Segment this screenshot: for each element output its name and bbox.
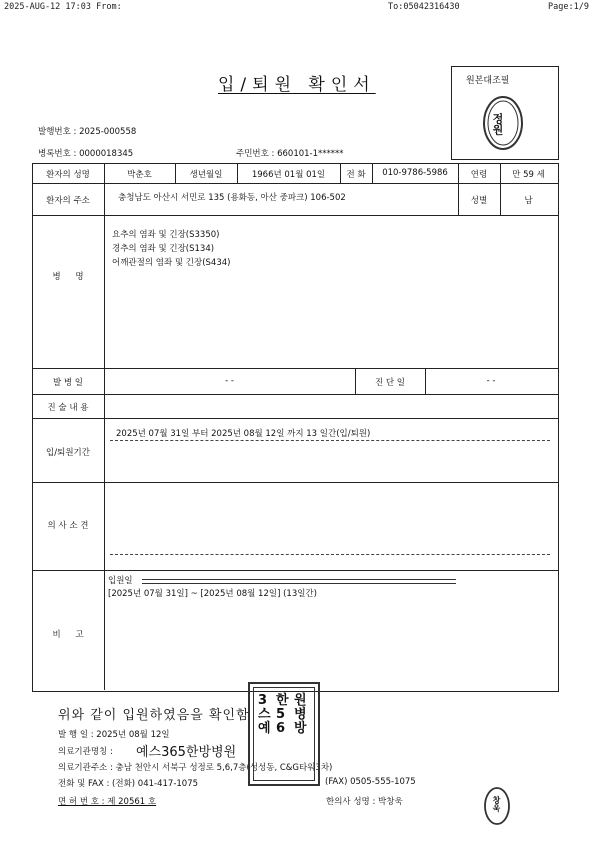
seal-char: 예 (258, 721, 271, 736)
doctor-seal (483, 786, 511, 826)
diagnosis-date-value: - - (486, 376, 496, 386)
treatment-label: 진 술 내 용 (47, 403, 89, 413)
sex-label: 성별 (470, 196, 488, 206)
seal-char: 방 (294, 721, 307, 736)
original-check-box (451, 66, 559, 160)
remarks-line-2: [2025년 07월 31일] ~ [2025년 08월 12일] (13일간) (108, 589, 317, 599)
opinion-label: 의 사 소 견 (47, 521, 89, 531)
institution-address: 의료기관주소 : 충남 천안시 서북구 성정로 5,6,7층(성성동, C&G타워3차) (58, 763, 333, 773)
seal-column-left (258, 694, 272, 736)
admission-label: 입/퇴원기간 (46, 448, 90, 458)
onset-value: - - (225, 376, 234, 386)
age-value: 만 59 세 (512, 170, 545, 180)
license-number: 면 허 번 호 : 제 20561 호 (58, 797, 157, 807)
remarks-double-rule (142, 579, 456, 584)
sex-value: 남 (524, 196, 533, 206)
registration-number: 병록번호 : 0000018345 (38, 149, 134, 159)
institution-tel: 전화 및 FAX : (전화) 041-417-1075 (58, 779, 199, 789)
remarks-line-1: 입원일 (108, 576, 133, 586)
admission-period: 2025년 07월 31일 부터 2025년 08월 12일 까지 13 일간(입/퇴원) (116, 429, 371, 439)
diagnosis-item-1: 요추의 염좌 및 긴장(S3350) (112, 230, 220, 240)
birth-value: 1966년 01월 01일 (251, 170, 326, 180)
patient-name-label: 환자의 성명 (46, 170, 90, 180)
remarks-label: 비 고 (52, 630, 84, 640)
seal-char: 원 (294, 693, 307, 708)
fax-datetime: 2025-AUG-12 17:03 From: (4, 2, 122, 12)
phone-label: 전 화 (346, 170, 366, 180)
seal-char: 병 (294, 707, 307, 722)
seal-char: 3 (258, 693, 268, 708)
original-check-seal-text: 정원 (491, 113, 504, 135)
issue-number: 발행번호 : 2025-000558 (38, 127, 137, 137)
institution-fax: (FAX) 0505-555-1075 (325, 777, 416, 787)
institution-name: 예스365한방병원 (136, 745, 237, 760)
age-label: 연령 (470, 170, 488, 180)
address-value: 충청남도 아산시 서민로 135 (용화동, 아산 중파크) 106-502 (118, 193, 346, 203)
issue-date: 발 행 일 : 2025년 08월 12일 (58, 730, 170, 740)
original-check-seal (480, 93, 526, 153)
resident-number: 주민번호 : 660101-1****** (236, 149, 344, 159)
diagnosis-date-label: 진 단 일 (374, 378, 406, 388)
seal-char: 한 (276, 693, 289, 708)
birth-label: 생년월일 (189, 170, 223, 180)
diagnosis-item-3: 어깨관절의 염좌 및 긴장(S434) (112, 258, 231, 268)
seal-column-middle (276, 694, 290, 736)
confirm-statement: 위와 같이 입원하였음을 확인함 (58, 708, 250, 723)
seal-char: 5 (276, 707, 286, 722)
diagnosis-label: 병 명 (52, 272, 84, 282)
hospital-seal (248, 682, 320, 786)
institution-name-label: 의료기관명칭 : (58, 747, 113, 757)
doctor-name: 한의사 성명 : 박창욱 (326, 797, 403, 807)
fax-recipient: To:05042316430 (388, 2, 460, 12)
seal-column-right (294, 694, 308, 736)
doctor-seal-text: 창욱 (492, 796, 501, 812)
original-check-label: 원본대조필 (466, 76, 510, 86)
address-label: 환자의 주소 (46, 196, 90, 206)
patient-name: 박춘호 (127, 170, 152, 180)
page-title: 입/퇴원 확인서 (218, 75, 376, 95)
seal-char: 6 (276, 721, 286, 736)
phone-value: 010-9786-5986 (382, 168, 448, 178)
seal-char: 스 (258, 707, 271, 722)
diagnosis-item-2: 경추의 염좌 및 긴장(S134) (112, 244, 215, 254)
fax-page: Page:1/9 (548, 2, 589, 12)
onset-label: 발 병 일 (52, 378, 84, 388)
